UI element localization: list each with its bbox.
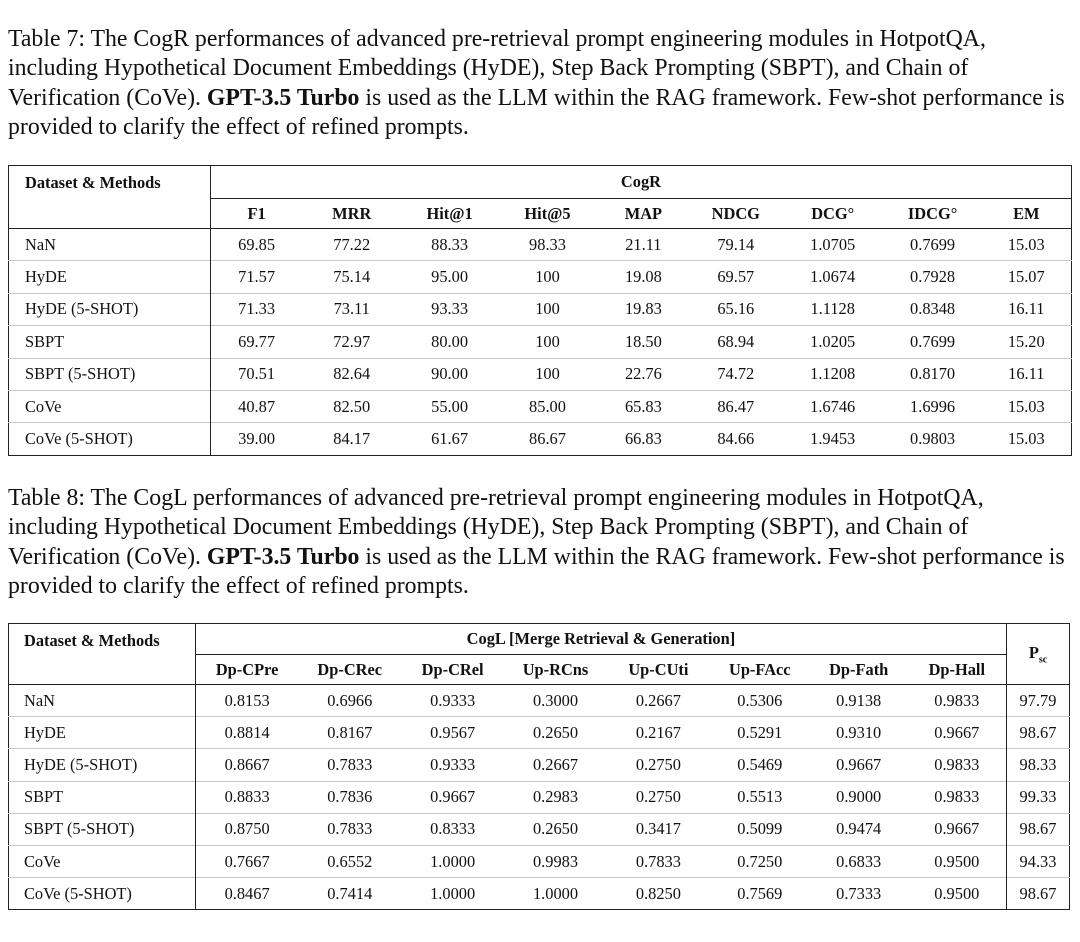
cell-map: 19.08 [597,261,690,293]
cell-ndcg: 84.66 [690,423,782,455]
cell-dp-cpre: 0.7667 [195,845,298,877]
cell-dp-crel: 1.0000 [401,878,504,910]
cell-up-rcns: 0.3000 [504,685,607,717]
cell-idcg: 0.7928 [884,261,982,293]
cell-up-rcns: 0.2650 [504,717,607,749]
cell-dp-crel: 0.9667 [401,781,504,813]
cell-hit-5: 100 [498,293,597,325]
row-method-name: NaN [9,229,211,261]
cell-up-rcns: 0.9983 [504,845,607,877]
cell-dp-crel: 0.9333 [401,685,504,717]
cell-hit-1: 61.67 [401,423,498,455]
table8-col-header-up-rcns: Up-RCns [504,655,607,685]
cell-dp-crec: 0.7833 [298,813,401,845]
row-method-name: SBPT [9,326,211,358]
cell-ndcg: 79.14 [690,229,782,261]
cell-up-facc: 0.5306 [710,685,810,717]
table8-col-header-dp-crel: Dp-CRel [401,655,504,685]
cell-up-cuti: 0.2167 [607,717,710,749]
cell-idcg: 0.9803 [884,423,982,455]
cell-mrr: 72.97 [302,326,401,358]
cell-dp-crel: 0.8333 [401,813,504,845]
cell-idcg: 0.7699 [884,326,982,358]
table7-col-header-em: EM [982,199,1072,229]
cell-ndcg: 74.72 [690,358,782,390]
row-method-name: CoVe (5-SHOT) [9,878,196,910]
cell-em: 15.20 [982,326,1072,358]
cell-dcg: 1.0674 [782,261,884,293]
cogl-table [8,623,1070,910]
table7-col-header-f1: F1 [210,199,302,229]
table8-col-header-up-cuti: Up-CUti [607,655,710,685]
psc-sub: sc [1038,654,1048,666]
table8-caption-prefix: Table 8: The CogL performances of advanced pre-retrieval prompt engineering modules in HotpotQA, including Hypothetical Document Embeddings (HyDE), Step Back Prompting (SBPT), and Chain of Verification (CoVe). [8,485,984,570]
cell-map: 66.83 [597,423,690,455]
row-method-name: HyDE [9,717,196,749]
cell-ndcg: 69.57 [690,261,782,293]
cell-dp-hall: 0.9667 [908,813,1007,845]
cell-dp-fath: 0.9474 [810,813,908,845]
cell-dp-hall: 0.9500 [908,845,1007,877]
cell-em: 15.03 [982,390,1072,422]
table7-col-header-dcg: DCG° [782,199,884,229]
cell-hit-5: 85.00 [498,390,597,422]
row-method-name: SBPT (5-SHOT) [9,358,211,390]
cell-em: 15.03 [982,229,1072,261]
cell-dp-crec: 0.7414 [298,878,401,910]
cell-hit-1: 93.33 [401,293,498,325]
cell-dp-cpre: 0.8467 [195,878,298,910]
cell-psc: 97.79 [1007,685,1070,717]
cell-mrr: 77.22 [302,229,401,261]
cell-hit-5: 100 [498,261,597,293]
cell-map: 65.83 [597,390,690,422]
cell-up-cuti: 0.7833 [607,845,710,877]
cell-up-rcns: 0.2667 [504,749,607,781]
table-row [9,229,1072,261]
cell-dp-crel: 1.0000 [401,845,504,877]
cell-dcg: 1.6746 [782,390,884,422]
cell-dp-fath: 0.7333 [810,878,908,910]
cell-dp-fath: 0.9138 [810,685,908,717]
cell-mrr: 82.50 [302,390,401,422]
cell-idcg: 0.7699 [884,229,982,261]
cell-ndcg: 86.47 [690,390,782,422]
cell-hit-1: 90.00 [401,358,498,390]
cell-up-facc: 0.5291 [710,717,810,749]
table8-caption [8,484,1074,602]
cell-up-facc: 0.5513 [710,781,810,813]
cell-psc: 98.67 [1007,878,1070,910]
cell-dp-hall: 0.9667 [908,717,1007,749]
table7-col-header-mrr: MRR [302,199,401,229]
table7-caption-suffix: is used as the LLM within the RAG framework. Few-shot performance is provided to clarify the effect of refined prompts. [8,84,1065,141]
cell-dcg: 1.1128 [782,293,884,325]
table-row [9,358,1072,390]
cell-hit-1: 55.00 [401,390,498,422]
cell-dp-crel: 0.9567 [401,717,504,749]
row-method-name: CoVe [9,390,211,422]
cell-dp-fath: 0.6833 [810,845,908,877]
table7-col-header-idcg: IDCG° [884,199,982,229]
table7-caption [8,25,1074,143]
table8-group-header: CogL [Merge Retrieval & Generation] [195,624,1006,655]
cell-psc: 98.33 [1007,749,1070,781]
cell-dp-crec: 0.6552 [298,845,401,877]
cell-map: 19.83 [597,293,690,325]
cogr-table [8,165,1072,456]
cell-dp-fath: 0.9310 [810,717,908,749]
table8-col-header-up-facc: Up-FAcc [710,655,810,685]
cell-dp-crel: 0.9333 [401,749,504,781]
cell-up-facc: 0.7250 [710,845,810,877]
table-row [9,261,1072,293]
cell-hit-5: 98.33 [498,229,597,261]
cell-em: 15.03 [982,423,1072,455]
row-method-name: NaN [9,685,196,717]
cell-dp-crec: 0.7833 [298,749,401,781]
cell-ndcg: 68.94 [690,326,782,358]
cell-map: 18.50 [597,326,690,358]
table-row [9,293,1072,325]
table7-corner-header: Dataset & Methods [9,166,211,229]
table8-col-header-dp-hall: Dp-Hall [908,655,1007,685]
table7-group-header: CogR [210,166,1071,199]
table8-corner-header: Dataset & Methods [9,624,196,685]
cell-psc: 94.33 [1007,845,1070,877]
cell-psc: 98.67 [1007,813,1070,845]
cell-dp-cpre: 0.8833 [195,781,298,813]
cell-hit-5: 86.67 [498,423,597,455]
table8-caption-bold: GPT-3.5 Turbo [206,543,360,570]
cell-f1: 71.33 [210,293,302,325]
row-method-name: CoVe (5-SHOT) [9,423,211,455]
table7-caption-bold: GPT-3.5 Turbo [206,84,360,111]
table-row [9,845,1070,877]
table-row [9,685,1070,717]
cell-dcg: 1.9453 [782,423,884,455]
cell-f1: 40.87 [210,390,302,422]
row-method-name: HyDE (5-SHOT) [9,749,196,781]
table-row [9,749,1070,781]
cell-em: 15.07 [982,261,1072,293]
row-method-name: CoVe [9,845,196,877]
cell-up-facc: 0.5099 [710,813,810,845]
cell-dp-crec: 0.6966 [298,685,401,717]
cell-up-rcns: 0.2983 [504,781,607,813]
cell-f1: 69.85 [210,229,302,261]
cell-idcg: 0.8348 [884,293,982,325]
cell-map: 21.11 [597,229,690,261]
cell-f1: 39.00 [210,423,302,455]
table-row [9,878,1070,910]
row-method-name: SBPT [9,781,196,813]
table7-caption-prefix: Table 7: The CogR performances of advanced pre-retrieval prompt engineering modules in HotpotQA, including Hypothetical Document Embeddings (HyDE), Step Back Prompting (SBPT), and Chain of Verification (CoVe). [8,26,986,111]
cell-dp-hall: 0.9833 [908,749,1007,781]
cell-mrr: 73.11 [302,293,401,325]
cell-up-cuti: 0.2750 [607,749,710,781]
table7-col-header-ndcg: NDCG [690,199,782,229]
cell-idcg: 0.8170 [884,358,982,390]
cell-dp-cpre: 0.8750 [195,813,298,845]
cell-up-rcns: 1.0000 [504,878,607,910]
cell-up-cuti: 0.2667 [607,685,710,717]
cell-dp-cpre: 0.8667 [195,749,298,781]
table-row [9,781,1070,813]
cell-dp-cpre: 0.8814 [195,717,298,749]
cell-dp-fath: 0.9667 [810,749,908,781]
table-row [9,813,1070,845]
cell-dp-cpre: 0.8153 [195,685,298,717]
cell-dp-hall: 0.9833 [908,781,1007,813]
cell-em: 16.11 [982,358,1072,390]
cell-dp-hall: 0.9500 [908,878,1007,910]
table-row [9,390,1072,422]
table7-col-header-hit-1: Hit@1 [401,199,498,229]
cell-mrr: 82.64 [302,358,401,390]
psc-main: P [1028,642,1039,662]
table8-caption-suffix: is used as the LLM within the RAG framework. Few-shot performance is provided to clarify the effect of refined prompts. [8,543,1065,600]
cell-up-facc: 0.7569 [710,878,810,910]
table7-col-header-hit-5: Hit@5 [498,199,597,229]
table-row [9,717,1070,749]
cell-hit-5: 100 [498,326,597,358]
cell-up-cuti: 0.8250 [607,878,710,910]
cell-dp-crec: 0.8167 [298,717,401,749]
cell-dp-fath: 0.9000 [810,781,908,813]
table8-col-header-dp-fath: Dp-Fath [810,655,908,685]
table8-psc-header [1007,624,1070,685]
cell-dp-hall: 0.9833 [908,685,1007,717]
row-method-name: SBPT (5-SHOT) [9,813,196,845]
cell-up-facc: 0.5469 [710,749,810,781]
cell-psc: 98.67 [1007,717,1070,749]
cell-ndcg: 65.16 [690,293,782,325]
cell-hit-1: 88.33 [401,229,498,261]
cell-idcg: 1.6996 [884,390,982,422]
cell-map: 22.76 [597,358,690,390]
table7-col-header-map: MAP [597,199,690,229]
cell-dcg: 1.1208 [782,358,884,390]
cell-f1: 71.57 [210,261,302,293]
cell-psc: 99.33 [1007,781,1070,813]
table8-col-header-dp-cpre: Dp-CPre [195,655,298,685]
cell-dcg: 1.0705 [782,229,884,261]
cell-hit-1: 95.00 [401,261,498,293]
cell-dp-crec: 0.7836 [298,781,401,813]
row-method-name: HyDE [9,261,211,293]
cell-f1: 69.77 [210,326,302,358]
cell-mrr: 75.14 [302,261,401,293]
cell-f1: 70.51 [210,358,302,390]
cell-hit-1: 80.00 [401,326,498,358]
cell-hit-5: 100 [498,358,597,390]
row-method-name: HyDE (5-SHOT) [9,293,211,325]
cell-em: 16.11 [982,293,1072,325]
table-row [9,326,1072,358]
table8-col-header-dp-crec: Dp-CRec [298,655,401,685]
cell-dcg: 1.0205 [782,326,884,358]
cell-up-rcns: 0.2650 [504,813,607,845]
cell-mrr: 84.17 [302,423,401,455]
table-row [9,423,1072,455]
cell-up-cuti: 0.2750 [607,781,710,813]
cell-up-cuti: 0.3417 [607,813,710,845]
